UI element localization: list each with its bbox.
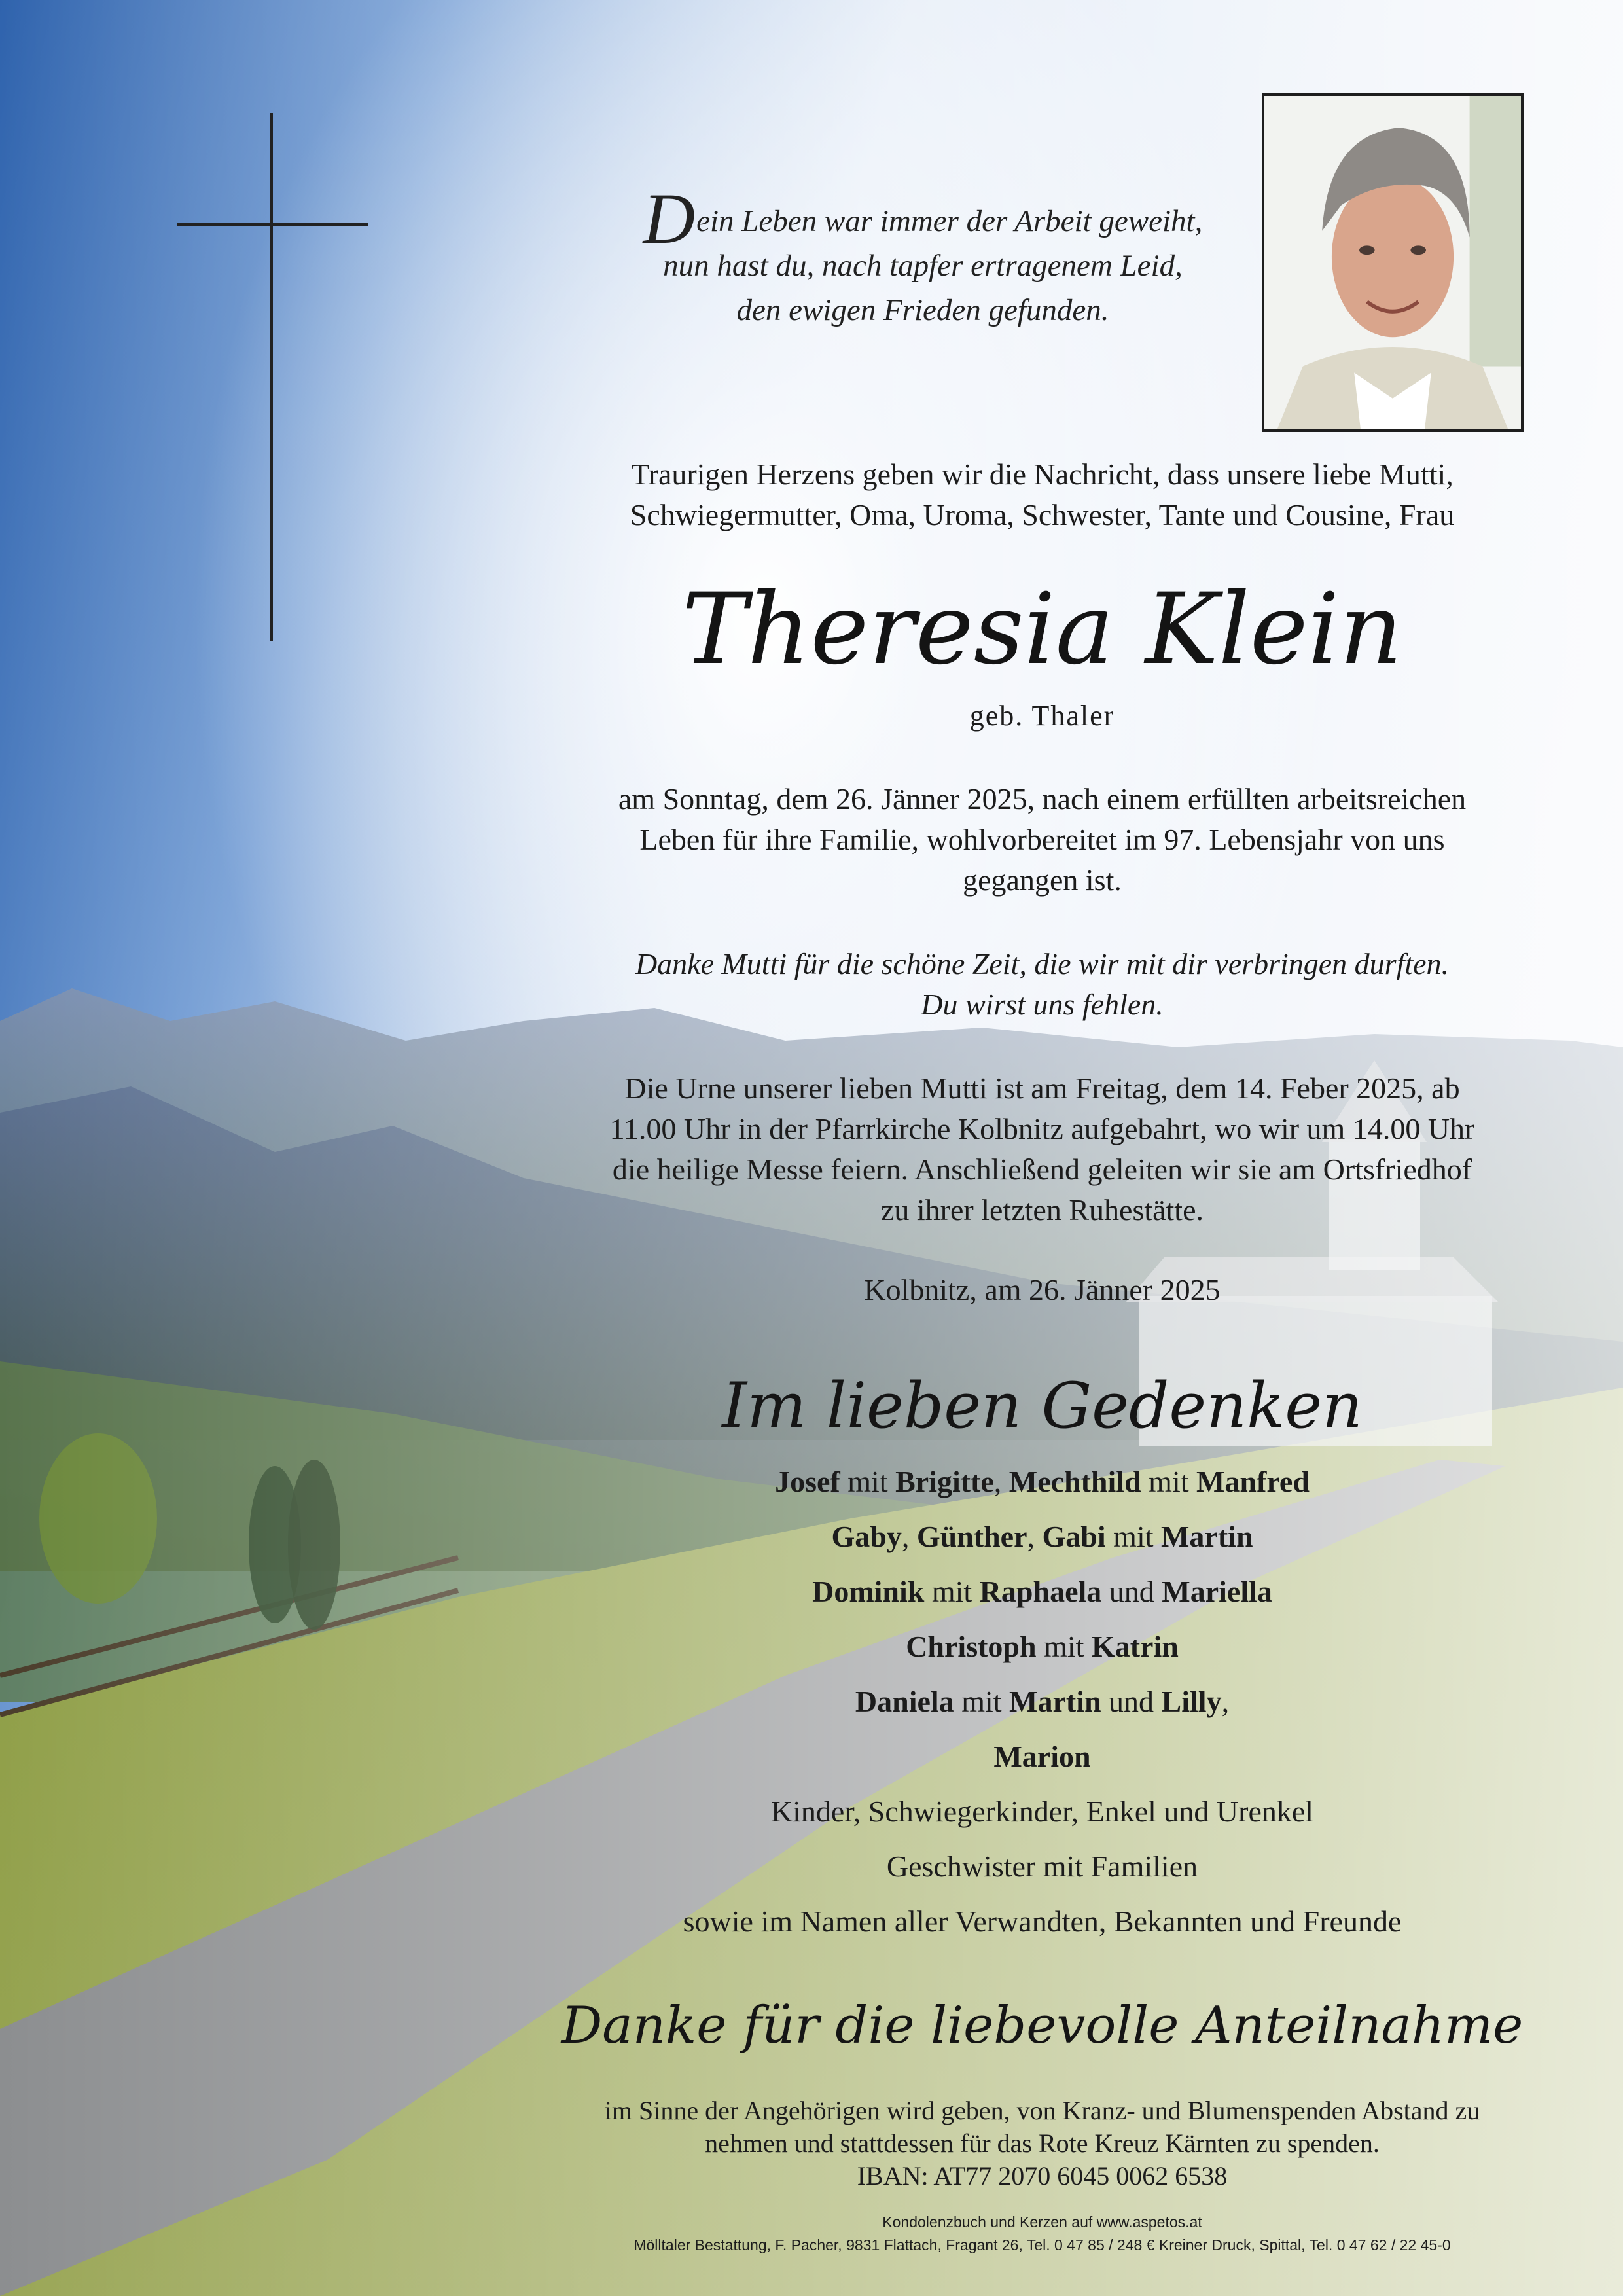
mourner-connector: und: [1101, 1685, 1162, 1718]
mourner-connector: ,: [1221, 1685, 1230, 1718]
verse: [543, 179, 1302, 332]
mourner-name: Gaby: [831, 1520, 902, 1553]
iban: IBAN: AT77 2070 6045 0062 6538: [857, 2161, 1228, 2191]
mourners-list: [543, 1454, 1541, 1949]
mourner-name: Mechthild: [1008, 1465, 1141, 1498]
donation-line: nehmen und stattdessen für das Rote Kreuz Kärnten zu spenden.: [705, 2128, 1380, 2158]
mourner-row: [543, 1619, 1541, 1674]
death-notice-line: gegangen ist.: [963, 863, 1122, 897]
mourner-row: [543, 1509, 1541, 1564]
announcement-line: Schwiegermutter, Oma, Uroma, Schwester, Tante und Cousine, Frau: [630, 498, 1455, 531]
funeral-line: 11.00 Uhr in der Pfarrkirche Kolbnitz aufgebahrt, wo wir um 14.00 Uhr: [609, 1112, 1475, 1145]
place-date: Kolbnitz, am 26. Jänner 2025: [864, 1273, 1221, 1306]
verse-line: ein Leben war immer der Arbeit geweiht,: [696, 204, 1203, 238]
mourner-name: Dominik: [812, 1575, 925, 1608]
death-notice-line: am Sonntag, dem 26. Jänner 2025, nach einem erfüllten arbeitsreichen: [618, 782, 1467, 816]
mourner-connector: mit: [1105, 1520, 1162, 1553]
memory-title: Im lieben Gedenken: [722, 1369, 1363, 1443]
cross-icon-bar: [177, 223, 368, 226]
mourner-row: [543, 1729, 1541, 1784]
mourner-connector: mit: [1036, 1630, 1092, 1663]
mourner-row: sowie im Namen aller Verwandten, Bekannten und Freunde: [683, 1905, 1402, 1938]
deceased-name: Theresia Klein: [681, 573, 1403, 687]
mourner-name: Martin: [1009, 1685, 1101, 1718]
verse-line: nun hast du, nach tapfer ertragenem Leid,: [663, 249, 1183, 283]
mourner-connector: mit: [924, 1575, 980, 1608]
cross-icon: [270, 113, 273, 641]
mourner-name: Martin: [1161, 1520, 1253, 1553]
death-notice-line: Leben für ihre Familie, wohlvorbereitet im 97. Lebensjahr von uns: [639, 823, 1445, 856]
funeral-line: die heilige Messe feiern. Anschließend geleiten wir sie am Ortsfriedhof: [612, 1153, 1472, 1186]
condolence-link: Kondolenzbuch und Kerzen auf www.aspetos.at: [882, 2214, 1202, 2231]
mourner-name: Lilly: [1161, 1685, 1222, 1718]
mourner-name: Katrin: [1091, 1630, 1179, 1663]
mourner-name: Daniela: [855, 1685, 954, 1718]
thanks-mom: [543, 944, 1541, 1025]
verse-line: den ewigen Frieden gefunden.: [736, 293, 1109, 327]
announcement-line: Traurigen Herzens geben wir die Nachricht, dass unsere liebe Mutti,: [631, 457, 1454, 491]
mourner-name: Günther: [916, 1520, 1027, 1553]
donation-note: [543, 2094, 1541, 2193]
thanks-mom-line: Du wirst uns fehlen.: [921, 988, 1164, 1021]
mourner-name: Christoph: [906, 1630, 1037, 1663]
mourner-name: Brigitte: [895, 1465, 994, 1498]
funeral-line: Die Urne unserer lieben Mutti ist am Freitag, dem 14. Feber 2025, ab: [624, 1071, 1460, 1105]
mourner-name: Mariella: [1162, 1575, 1272, 1608]
mourner-name: Josef: [775, 1465, 840, 1498]
funeral-info: [543, 1068, 1541, 1230]
mourner-row: [543, 1454, 1541, 1509]
death-notice: [543, 779, 1541, 901]
mourner-row: Kinder, Schwiegerkinder, Enkel und Urenkel: [770, 1795, 1314, 1828]
mourner-name: Raphaela: [979, 1575, 1102, 1608]
mourner-name: Gabi: [1042, 1520, 1106, 1553]
thanks-mom-line: Danke Mutti für die schöne Zeit, die wir mit dir verbringen durften.: [635, 947, 1450, 980]
mourner-row: Geschwister mit Familien: [886, 1850, 1198, 1883]
mourner-row: [543, 1674, 1541, 1729]
donation-line: im Sinne der Angehörigen wird geben, von Kranz- und Blumenspenden Abstand zu: [604, 2096, 1480, 2125]
thanks-title: Danke für die liebevolle Anteilnahme: [561, 1996, 1524, 2055]
funeral-line: zu ihrer letzten Ruhestätte.: [880, 1193, 1204, 1227]
mourner-connector: mit: [1141, 1465, 1197, 1498]
mourner-connector: ,: [993, 1465, 1009, 1498]
mourner-name: Manfred: [1196, 1465, 1310, 1498]
maiden-name: geb. Thaler: [969, 700, 1115, 732]
announcement: [543, 454, 1541, 535]
undertaker-info: Mölltaler Bestattung, F. Pacher, 9831 Flattach, Fragant 26, Tel. 0 47 85 / 248 € Kreiner Druck, Spittal, Tel. 0 47 62 / 22 45-0: [633, 2236, 1451, 2253]
mourner-connector: mit: [840, 1465, 896, 1498]
mourner-connector: ,: [1027, 1520, 1043, 1553]
verse-dropcap: D: [643, 179, 696, 259]
mourner-row: [543, 1564, 1541, 1619]
mourner-connector: und: [1101, 1575, 1162, 1608]
mourner-connector: mit: [954, 1685, 1010, 1718]
mourner-name: Marion: [993, 1740, 1091, 1773]
mourner-connector: ,: [901, 1520, 917, 1553]
